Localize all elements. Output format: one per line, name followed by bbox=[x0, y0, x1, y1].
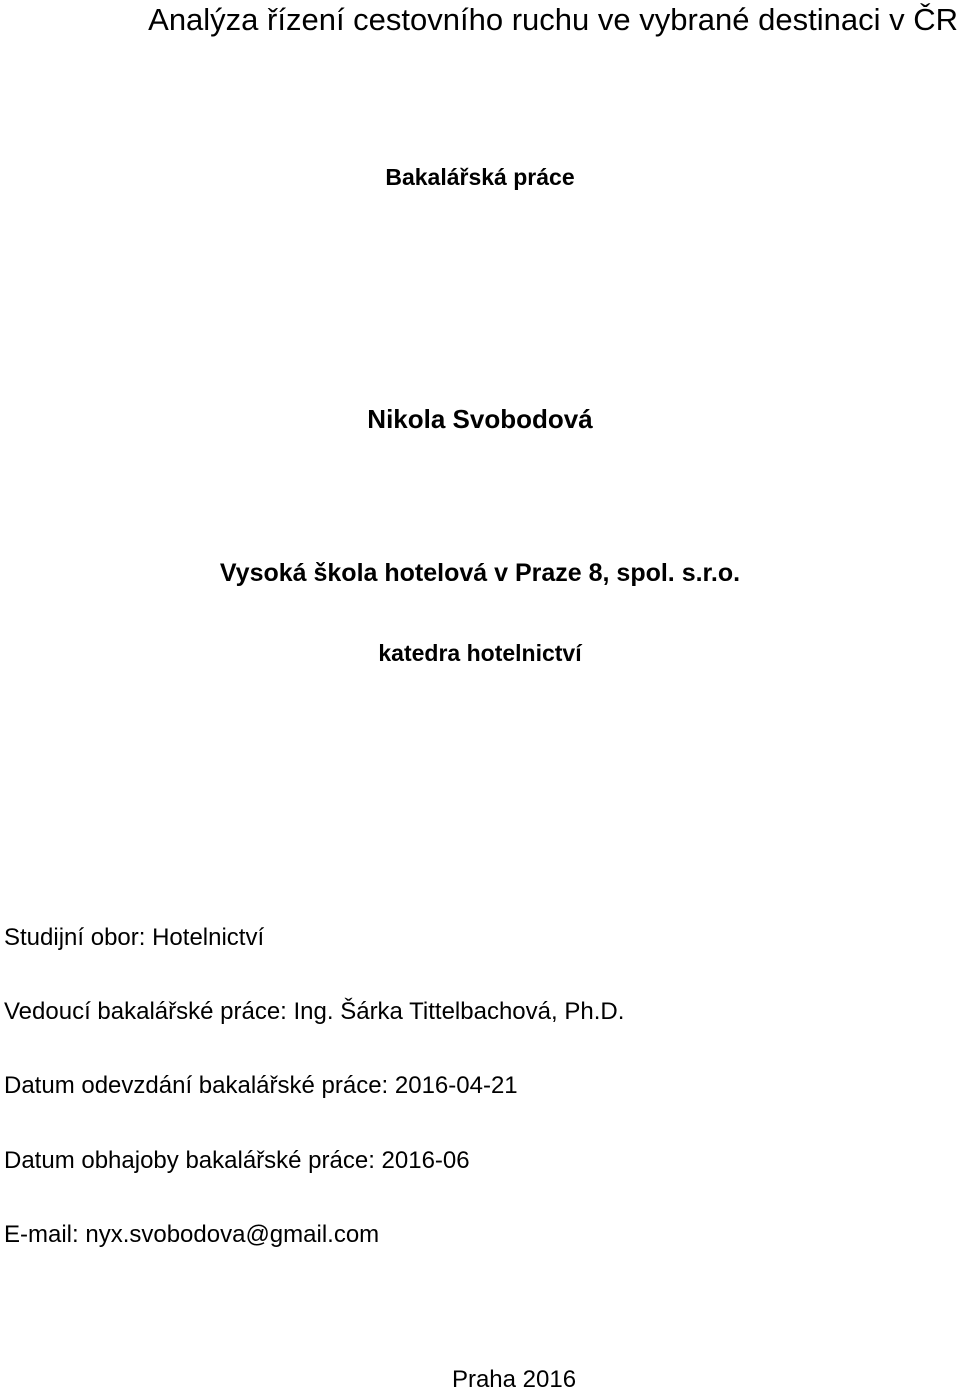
school-name: Vysoká škola hotelová v Praze 8, spol. s.r.o. bbox=[219, 559, 741, 587]
submission-date: Datum odevzdání bakalářské práce: 2016-04-21 bbox=[4, 1072, 518, 1099]
department-name: katedra hotelnictví bbox=[378, 640, 582, 666]
supervisor: Vedoucí bakalářské práce: Ing. Šárka Tittelbachová, Ph.D. bbox=[4, 998, 625, 1025]
defense-date: Datum obhajoby bakalářské práce: 2016-06 bbox=[4, 1147, 470, 1174]
thesis-type: Bakalářská práce bbox=[385, 164, 575, 190]
study-field: Studijní obor: Hotelnictví bbox=[4, 924, 265, 951]
thesis-title: Analýza řízení cestovního ruchu ve vybrané destinaci v ČR bbox=[148, 2, 958, 37]
email: E-mail: nyx.svobodova@gmail.com bbox=[4, 1221, 380, 1248]
author-name: Nikola Svobodová bbox=[367, 404, 593, 434]
place-year: Praha 2016 bbox=[451, 1366, 577, 1393]
